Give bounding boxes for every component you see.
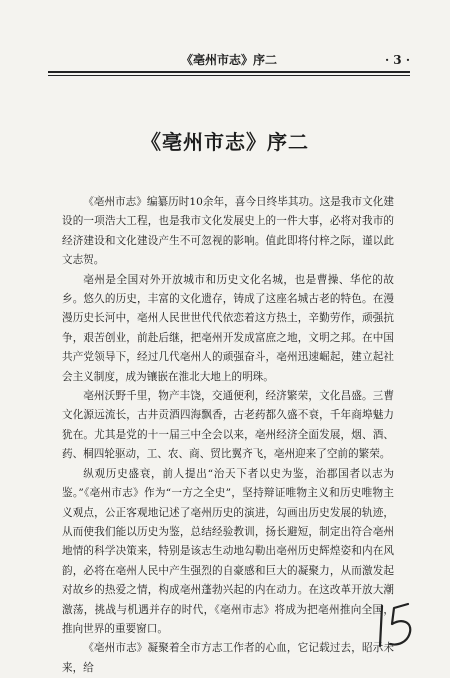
page-title: 《亳州市志》序二 bbox=[141, 130, 309, 154]
paragraph-5: 《亳州市志》凝聚着全市方志工作者的心血，它记载过去，昭示未来，给 bbox=[62, 642, 394, 674]
body-text bbox=[62, 193, 394, 678]
header-rule-thick bbox=[48, 71, 410, 73]
paragraph-3: 亳州沃野千里，物产丰饶，交通便利，经济繁荣，文化昌盛。三曹文化源远流长，古井贡酒四海飘香，古老药都久盛不衰，千年商埠魅力犹在。尤其是党的十一届三中全会以来，亳州经济全面发展，烟、酒、药、桐四轮驱动，工、农、商、贸比翼齐飞，亳州迎来了空前的繁荣。 bbox=[62, 390, 394, 461]
page-number: · 3 · bbox=[384, 53, 410, 67]
running-header bbox=[48, 52, 410, 68]
paragraph-2: 亳州是全国对外开放城市和历史文化名城，也是曹操、华佗的故乡。悠久的历史，丰富的文化遗存，铸成了这座名城古老的特色。在漫漫历史长河中，亳州人民世世代代依恋着这方热土，辛勤劳作，顽强抗争，艰苦创业，前赴后继，把亳州开发成富庶之地，文明之邦。在中国共产党领导下，经过几代亳州人的顽强奋斗，亳州迅速崛起，建立起社会主义制度，成为镶嵌在淮北大地上的明珠。 bbox=[62, 273, 394, 383]
paragraph-1: 《亳州市志》编纂历时10余年，喜今日终毕其功。这是我市文化建设的一项浩大工程，也是我市文化发展史上的一件大事，必将对我市的经济建设和文化建设产生不可忽视的影响。值此即将付梓之际，谨以此文志贺。 bbox=[62, 196, 394, 267]
paragraph-4: 纵观历史盛衰，前人提出“治天下者以史为鉴，治郡国者以志为鉴。”《亳州市志》作为“一方之全史”，坚持辩证唯物主义和历史唯物主义观点，公正客观地记述了亳州历史的演进，勾画出历史发展的轨迹，从而使我们能以历史为鉴，总结经验教训，扬长避短，制定出符合亳州地情的科学决策来，特别是该志生动地勾勒出亳州历史辉煌姿和内在风韵，必将在亳州人民中产生强烈的自豪感和巨大的凝聚力，从而激发起对故乡的热爱之情，构成亳州蓬勃兴起的内在动力。在这改革开放大潮激荡，挑战与机遇并存的时代，《亳州市志》将成为把亳州推向全国，推向世界的重要窗口。 bbox=[62, 467, 394, 635]
handwritten-page-mark bbox=[372, 600, 424, 652]
header-rule-thin bbox=[48, 75, 410, 76]
running-header-title: 《亳州市志》序二 bbox=[180, 53, 277, 67]
